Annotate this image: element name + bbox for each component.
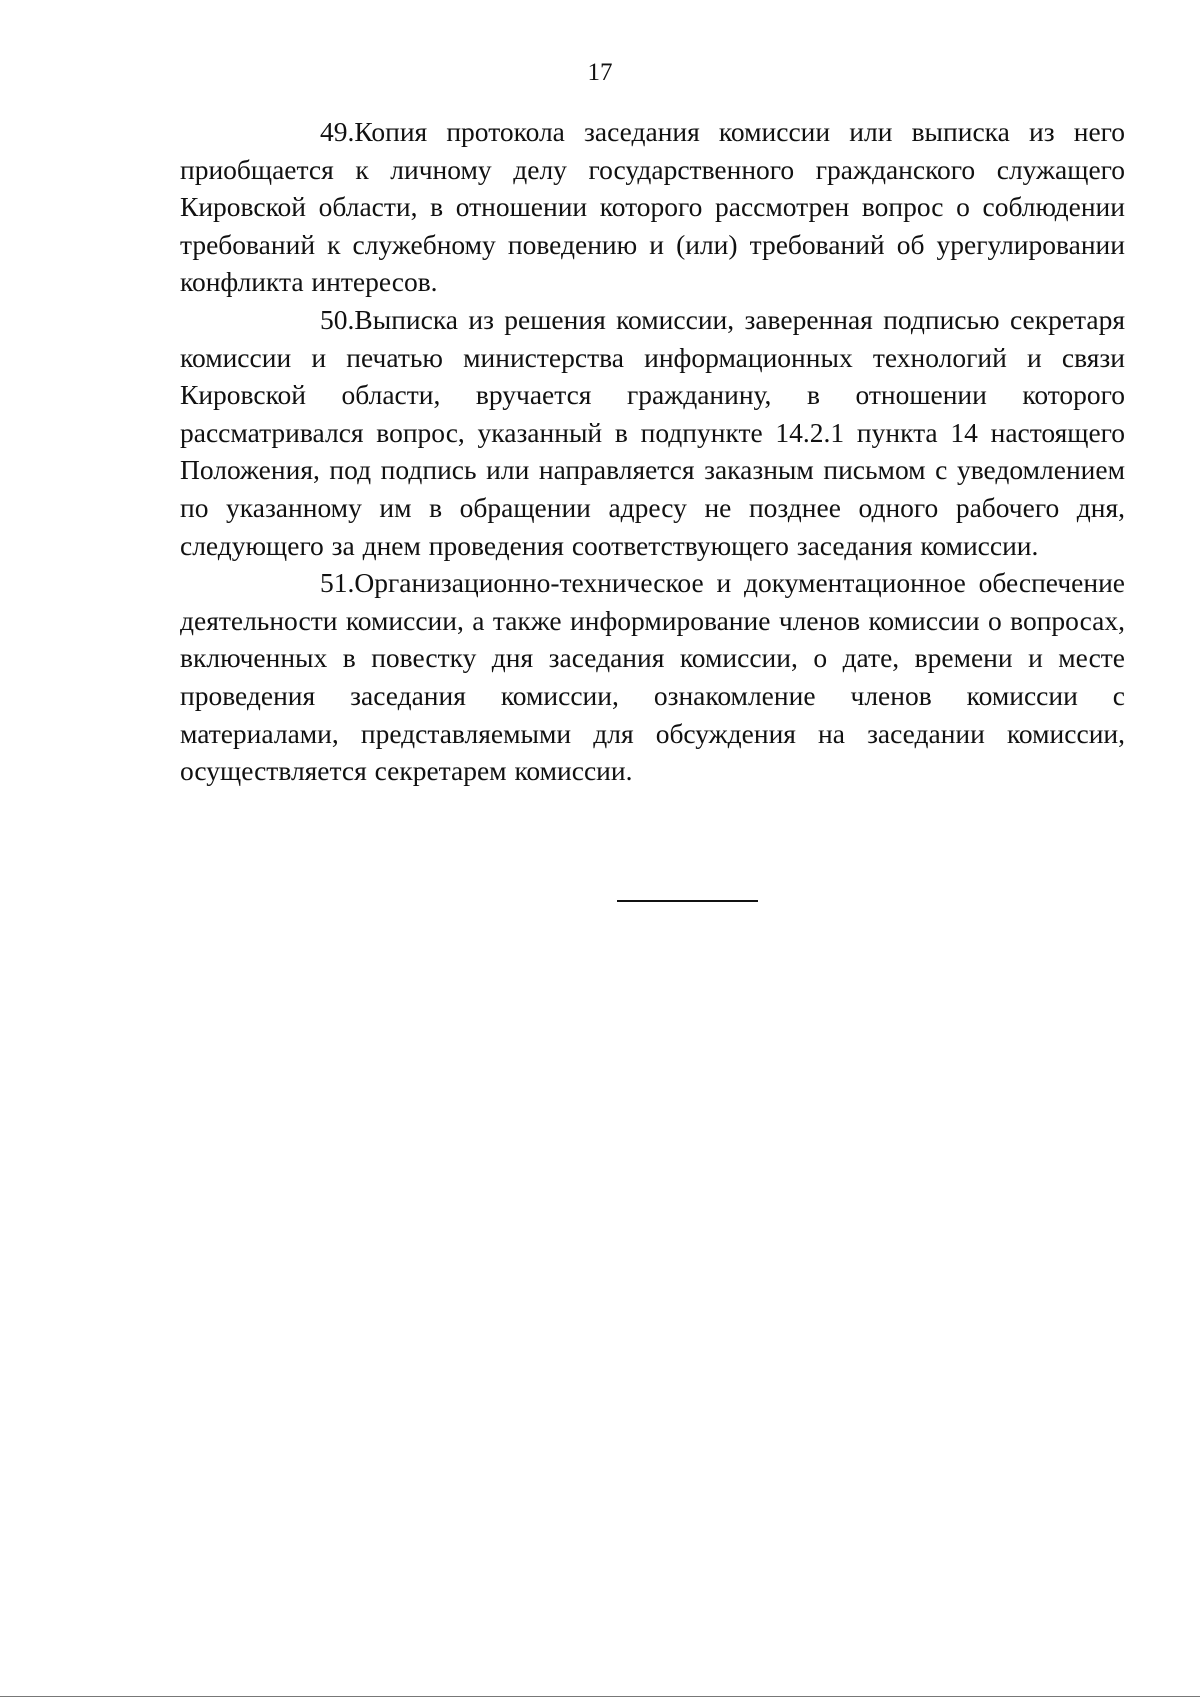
paragraph-number: 51. bbox=[320, 567, 355, 599]
page-bottom-edge bbox=[0, 1696, 1200, 1697]
paragraph-text: Копия протокола заседания комиссии или выписка из него приобщается к личному делу государственного гражданского служащего Кировской области, в отношении которого рассмотрен вопрос о соблюдении требований к служебному поведению и (или) требований об урегулировании конфликта интересов. bbox=[180, 116, 1125, 298]
paragraph-number: 49. bbox=[320, 116, 355, 147]
paragraph-49 bbox=[180, 113, 1125, 301]
paragraph-text: Организационно-техническое и документационное обеспечение деятельности комиссии, а также информирование членов комиссии о вопросах, включенных в повестку дня заседания комиссии, о дате, времени и месте проведения заседания комиссии, ознакомление членов комиссии с материалами, представляемыми для обсуждения на заседании комиссии, осуществляется секретарем комиссии. bbox=[180, 567, 1125, 787]
paragraph-51 bbox=[180, 564, 1125, 790]
paragraph-50 bbox=[180, 301, 1125, 564]
paragraph-text: Выписка из решения комиссии, заверенная подписью секретаря комиссии и печатью министерства информационных технологий и связи Кировской области, вручается гражданину, в отношении которого рассматривался вопрос, указанный в подпункте 14.2.1 пункта 14 настоящего Положения, под подпись или направляется заказным письмом с уведомлением по указанному им в обращении адресу не позднее одного рабочего дня, следующего за днем проведения соответствующего заседания комиссии. bbox=[180, 303, 1125, 561]
page-number: 17 bbox=[587, 59, 613, 86]
end-of-document-rule bbox=[617, 900, 758, 902]
document-body bbox=[180, 113, 1125, 790]
paragraph-number: 50. bbox=[320, 303, 355, 335]
